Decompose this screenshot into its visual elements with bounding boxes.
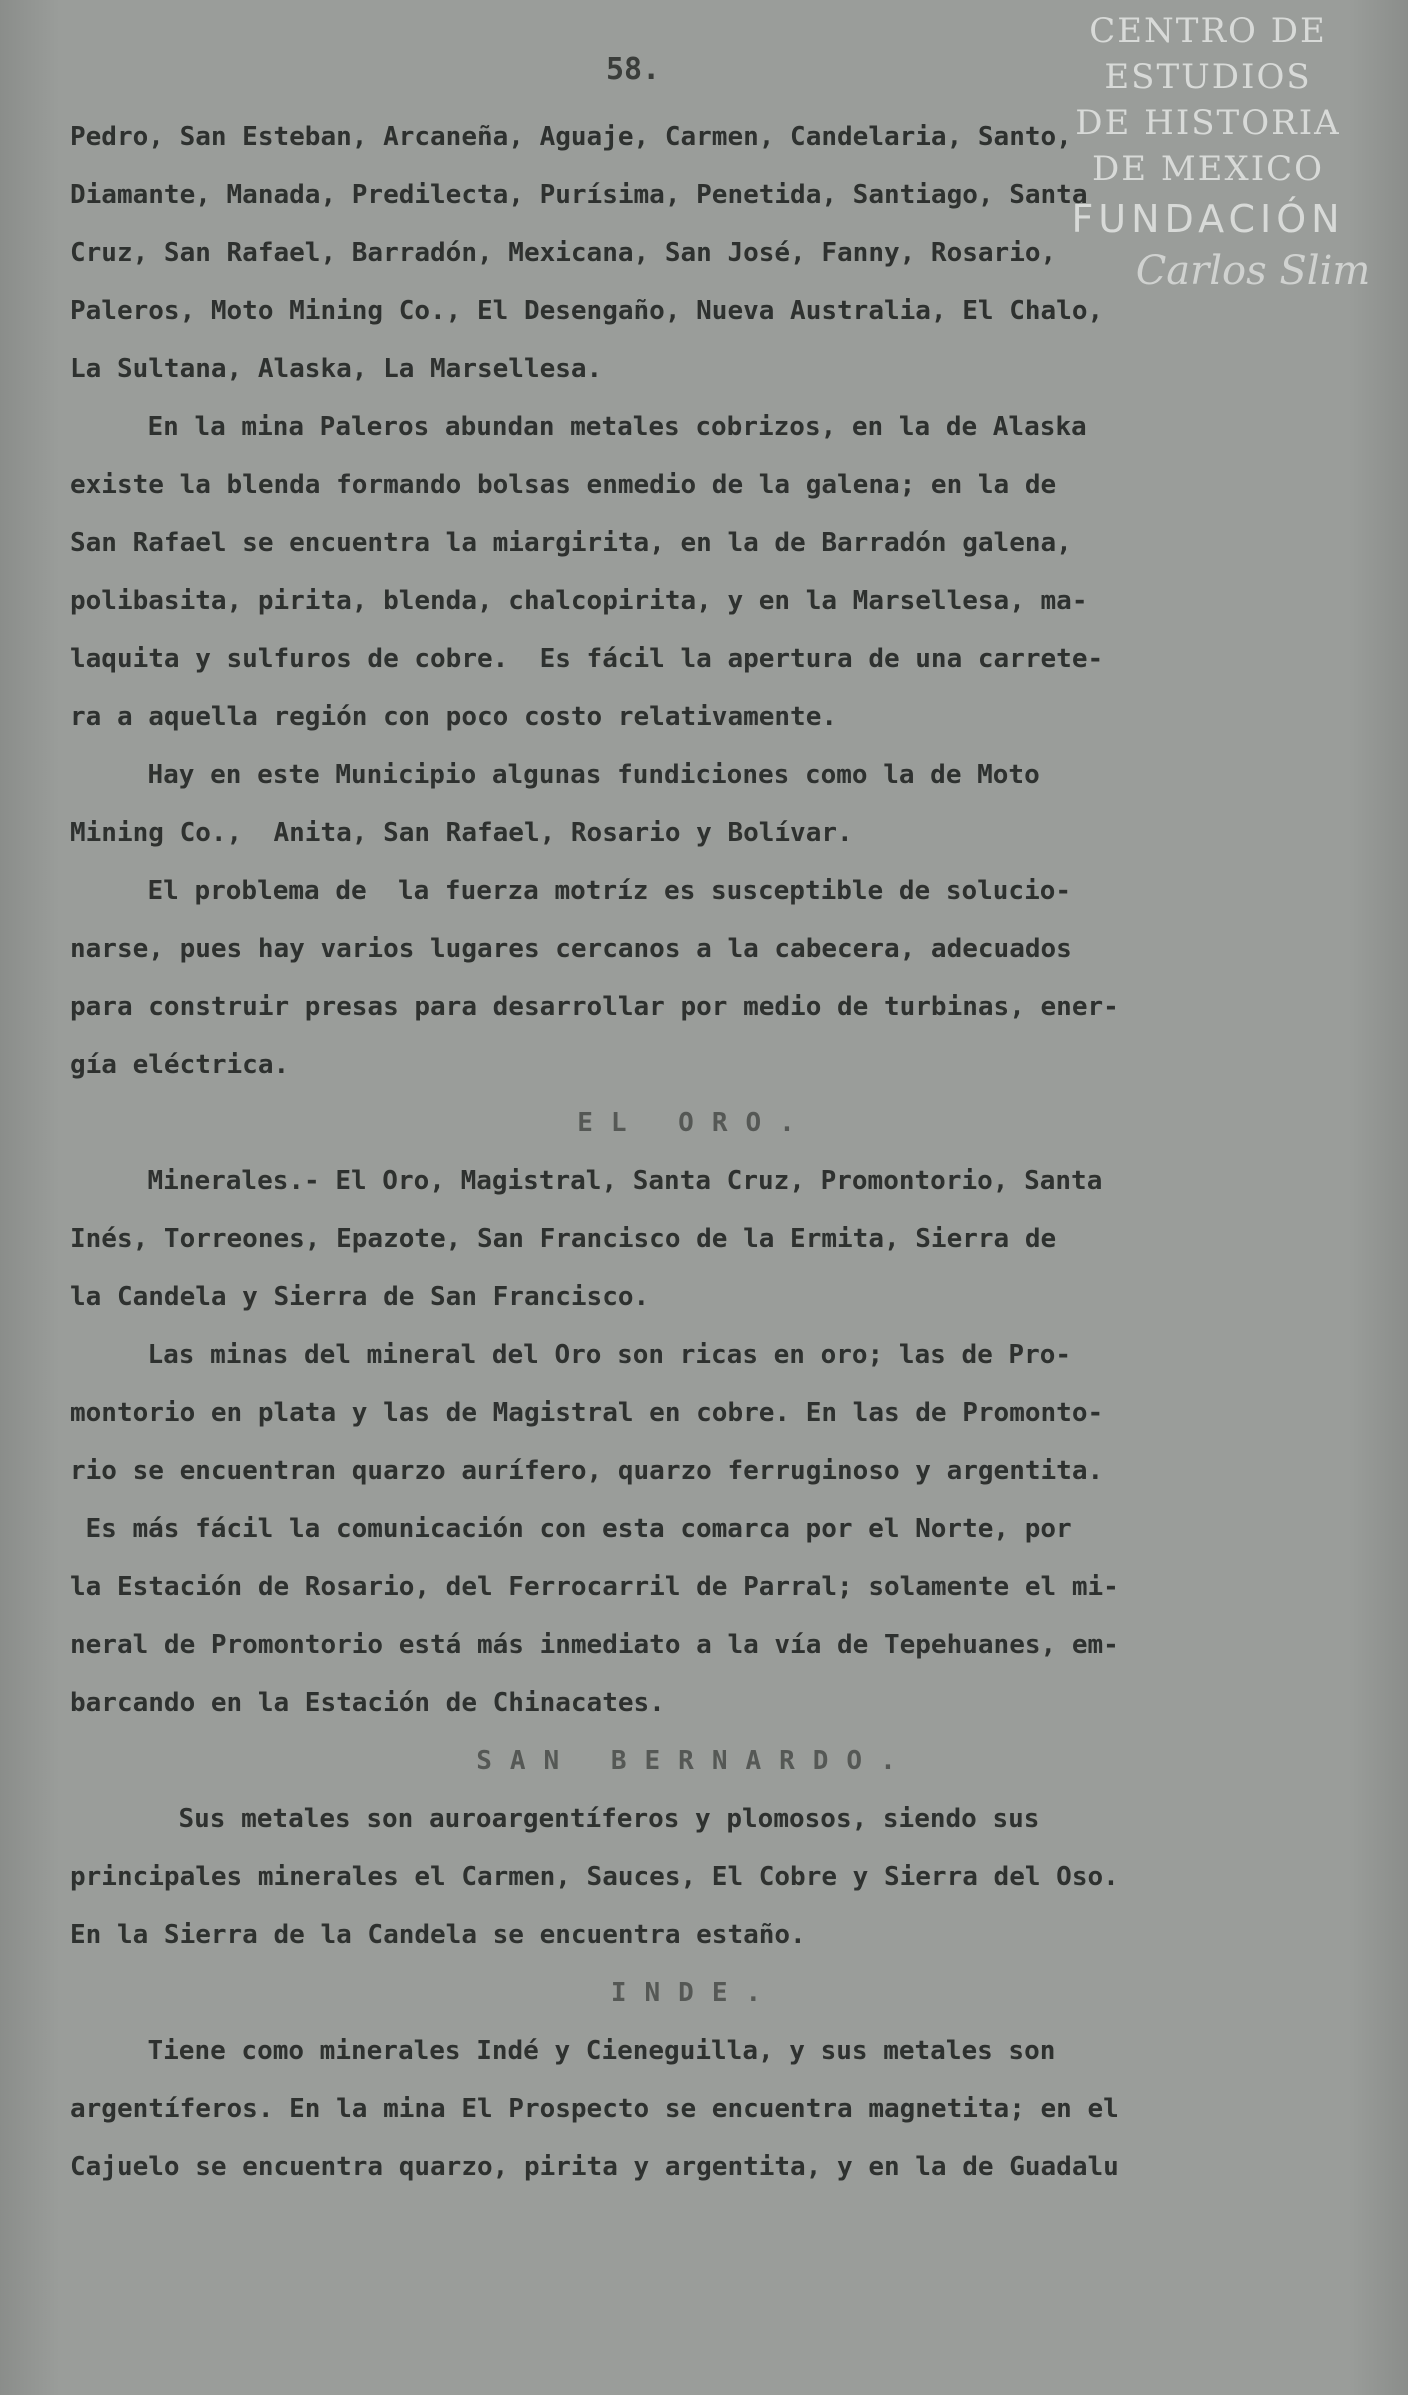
- text-line: Las minas del mineral del Oro son ricas en oro; las de Pro-: [147, 1340, 1072, 1370]
- text-line: existe la blenda formando bolsas enmedio de la galena; en la de: [70, 470, 1057, 500]
- text-line: La Sultana, Alaska, La Marsellesa.: [70, 354, 603, 384]
- text-line: Pedro, San Esteban, Arcaneña, Aguaje, Carmen, Candelaria, Santo,: [70, 122, 1072, 152]
- text-line: Cruz, San Rafael, Barradón, Mexicana, San José, Fanny, Rosario,: [70, 238, 1057, 268]
- text-line: laquita y sulfuros de cobre. Es fácil la apertura de una carrete-: [70, 644, 1104, 674]
- text-line: Cajuelo se encuentra quarzo, pirita y argentita, y en la de Guadalu: [70, 2152, 1119, 2182]
- text-line: argentíferos. En la mina El Prospecto se encuentra magnetita; en el: [70, 2094, 1119, 2124]
- text-line: neral de Promontorio está más inmediato a la vía de Tepehuanes, em-: [70, 1630, 1119, 1660]
- text-line: rio se encuentran quarzo aurífero, quarzo ferruginoso y argentita.: [70, 1456, 1104, 1486]
- text-line: Paleros, Moto Mining Co., El Desengaño, Nueva Australia, El Chalo,: [70, 296, 1104, 326]
- text-line: Diamante, Manada, Predilecta, Purísima, Penetida, Santiago, Santa: [70, 180, 1088, 210]
- text-line: En la Sierra de la Candela se encuentra estaño.: [70, 1920, 806, 1950]
- text-line: narse, pues hay varios lugares cercanos a la cabecera, adecuados: [70, 934, 1072, 964]
- document-body: [70, 108, 1320, 2196]
- watermark-line: ESTUDIOS: [1104, 57, 1312, 97]
- text-line: principales minerales el Carmen, Sauces, El Cobre y Sierra del Oso.: [70, 1862, 1119, 1892]
- text-line: En la mina Paleros abundan metales cobrizos, en la de Alaska: [147, 412, 1087, 442]
- watermark-line: DE MEXICO: [1091, 149, 1325, 189]
- text-line: San Rafael se encuentra la miargirita, en la de Barradón galena,: [70, 528, 1072, 558]
- watermark-foundation: FUNDACIÓN: [1071, 197, 1345, 241]
- text-line: gía eléctrica.: [70, 1050, 290, 1080]
- text-line: Sus metales son auroargentíferos y plomosos, siendo sus: [178, 1804, 1040, 1834]
- text-line: polibasita, pirita, blenda, chalcopirita, y en la Marsellesa, ma-: [70, 586, 1088, 616]
- text-line: Minerales.- El Oro, Magistral, Santa Cruz, Promontorio, Santa: [147, 1166, 1103, 1196]
- text-line: Tiene como minerales Indé y Cieneguilla, y sus metales son: [147, 2036, 1056, 2066]
- watermark-signature: Carlos Slim: [1135, 248, 1371, 294]
- text-line: para construir presas para desarrollar por medio de turbinas, ener-: [70, 992, 1119, 1022]
- section-heading: INDE.: [610, 1978, 780, 2008]
- page-number: 58.: [606, 52, 661, 87]
- text-line: Inés, Torreones, Epazote, San Francisco de la Ermita, Sierra de: [70, 1224, 1057, 1254]
- text-line: barcando en la Estación de Chinacates.: [70, 1688, 665, 1718]
- text-line: la Candela y Sierra de San Francisco.: [70, 1282, 650, 1312]
- text-line: ra a aquella región con poco costo relativamente.: [70, 702, 838, 732]
- text-line: Hay en este Municipio algunas fundiciones como la de Moto: [147, 760, 1040, 790]
- section-heading: EL ORO.: [577, 1108, 813, 1138]
- text-line: montorio en plata y las de Magistral en cobre. En las de Promonto-: [70, 1398, 1104, 1428]
- text-line: Es más fácil la comunicación con esta comarca por el Norte, por: [85, 1514, 1072, 1544]
- section-heading: SAN BERNARDO.: [476, 1746, 914, 1776]
- text-line: El problema de la fuerza motríz es susceptible de solucio-: [147, 876, 1072, 906]
- text-line: la Estación de Rosario, del Ferrocarril de Parral; solamente el mi-: [70, 1572, 1119, 1602]
- text-line: Mining Co., Anita, San Rafael, Rosario y Bolívar.: [70, 818, 853, 848]
- watermark-line: DE HISTORIA: [1075, 103, 1341, 143]
- watermark-line: CENTRO DE: [1089, 11, 1327, 51]
